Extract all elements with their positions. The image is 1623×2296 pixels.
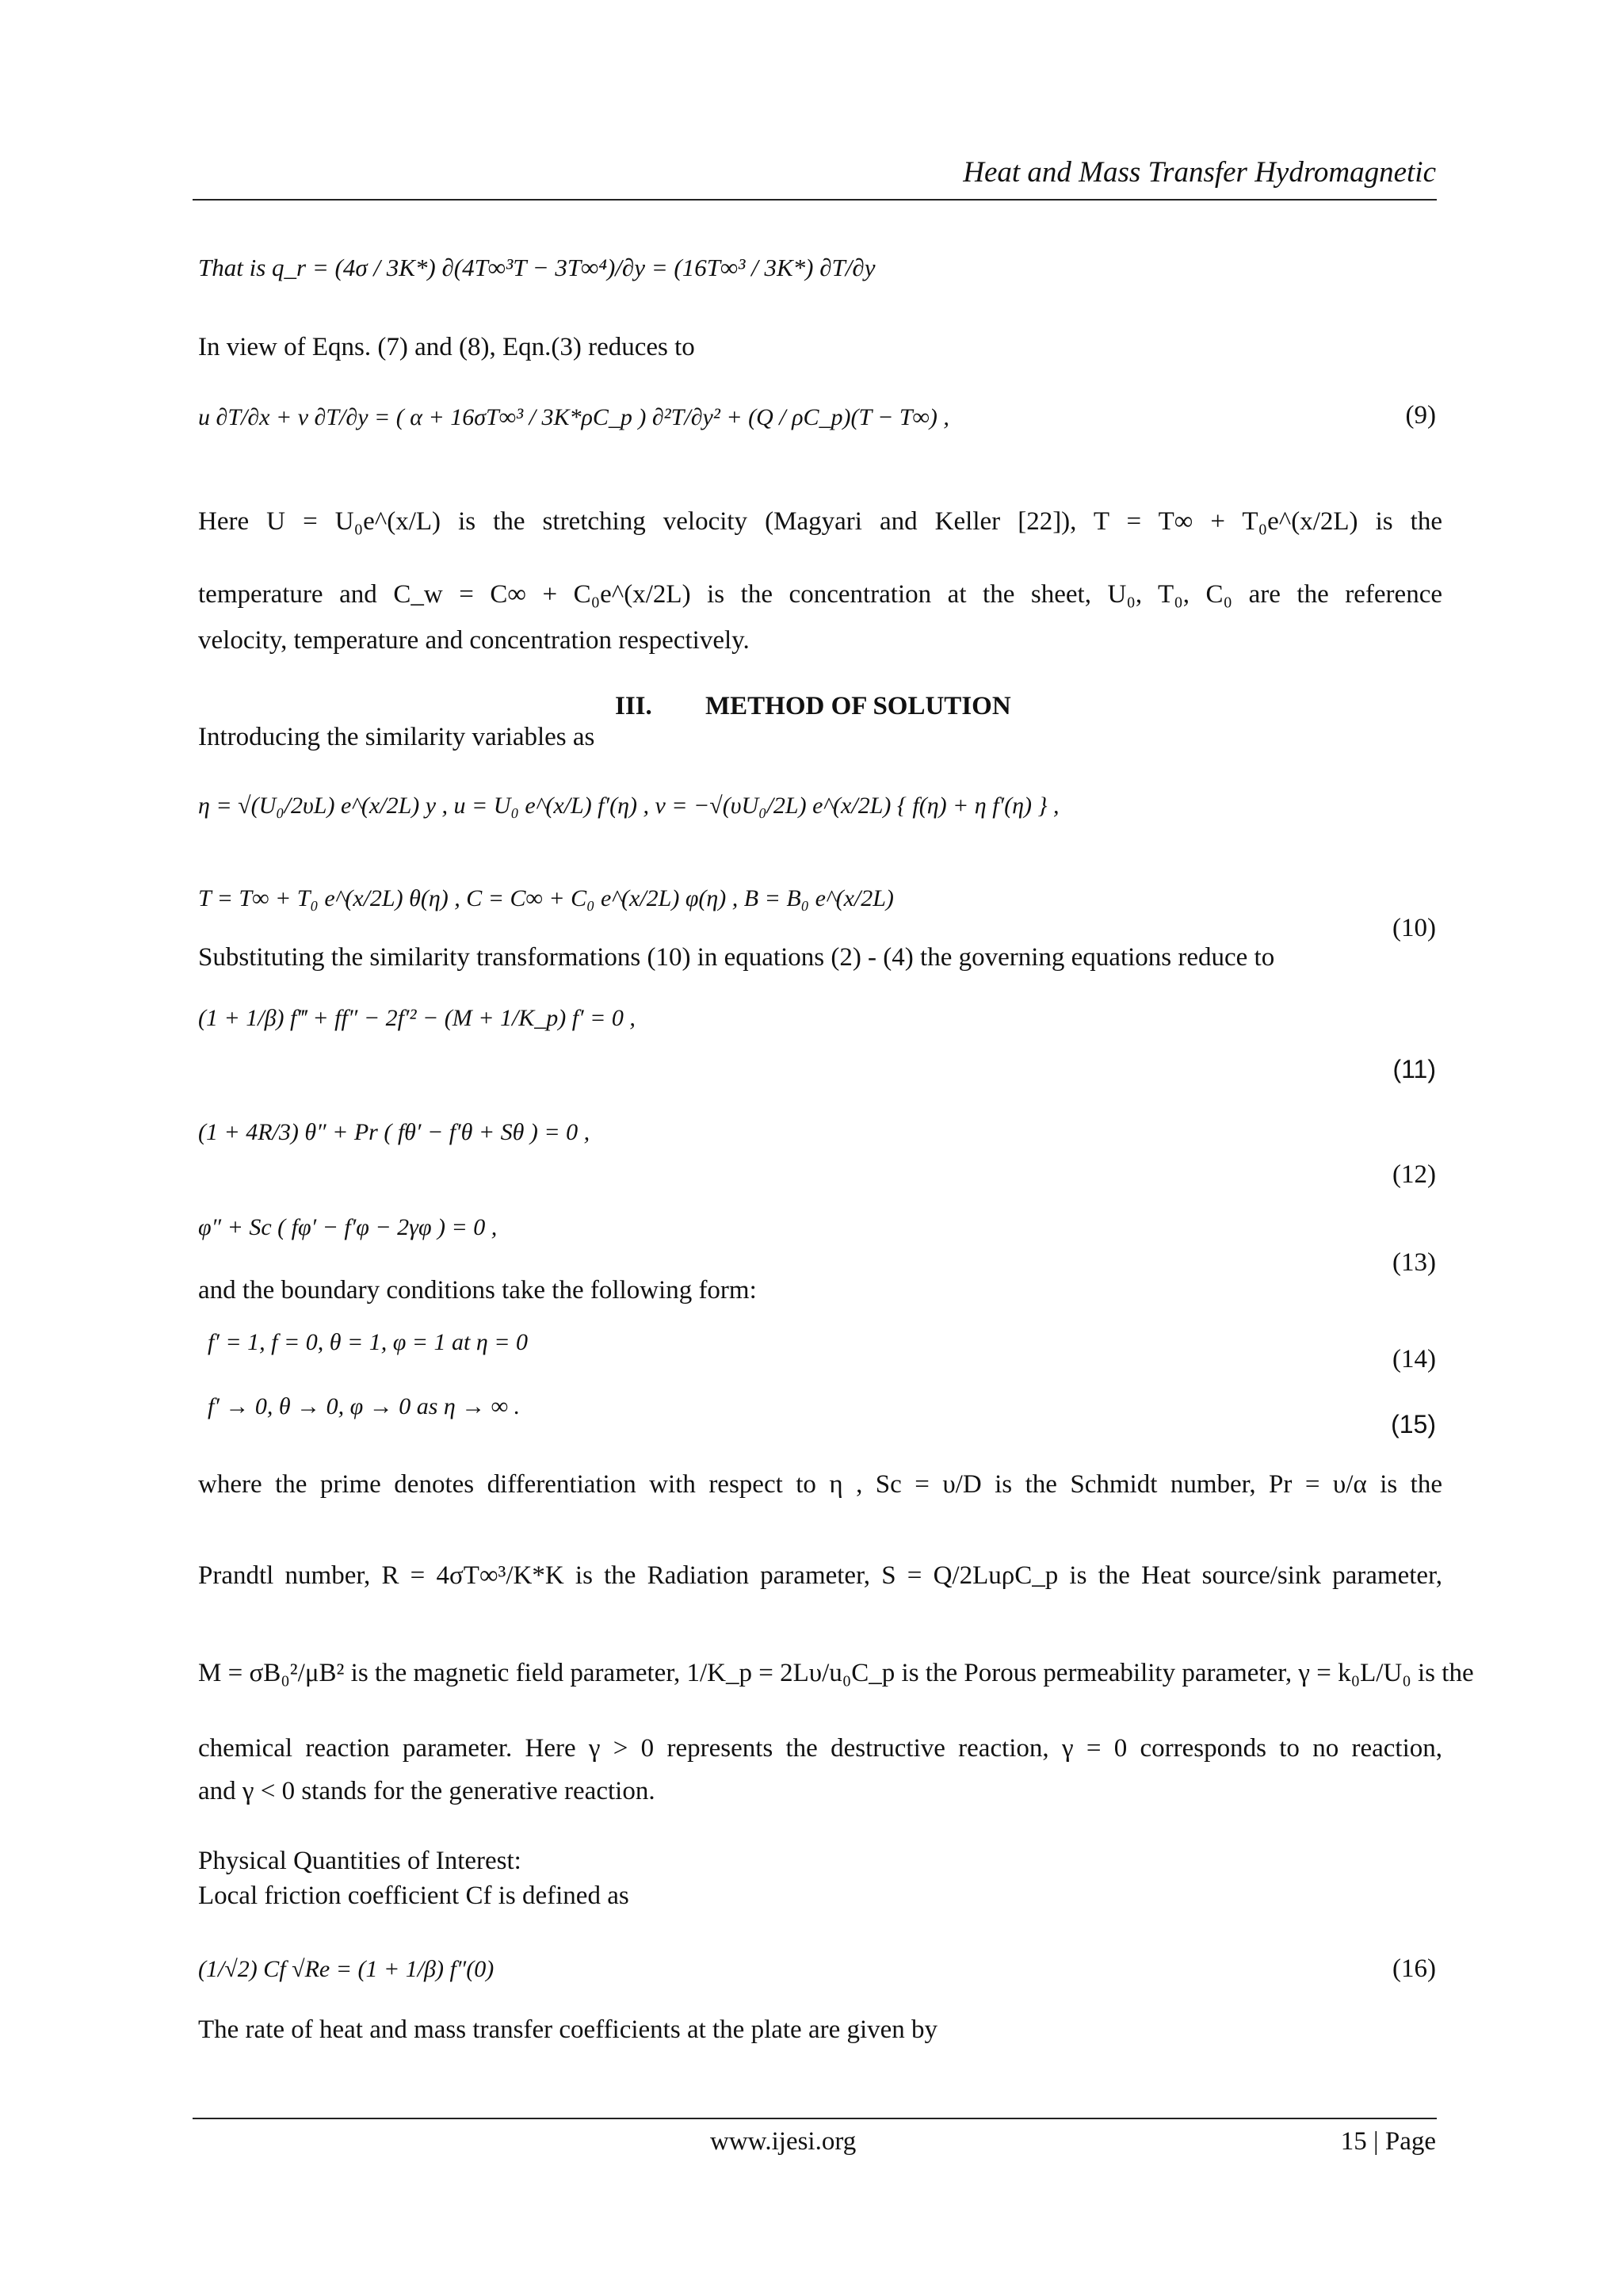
- text-prime-definition: where the prime denotes differentiation with respect to η , Sc = υ/D is the Schmidt number, Pr = υ/α is the: [198, 1470, 1442, 1499]
- text-velocity-line: velocity, temperature and concentration respectively.: [198, 626, 750, 655]
- equation-12: (1 + 4R/3) θ″ + Pr ( fθ′ − f′θ + Sθ ) = 0 ,: [198, 1119, 590, 1145]
- equation-number-14: (14): [1392, 1345, 1436, 1373]
- equation-16: (1/√2) Cf √Re = (1 + 1/β) f″(0): [198, 1956, 495, 1982]
- equation-11: (1 + 1/β) f‴ + ff″ − 2f′² − (M + 1/K_p) f′ = 0 ,: [198, 1005, 636, 1031]
- text-substituting: Substituting the similarity transformations (10) in equations (2) - (4) the governing equations reduce to: [198, 943, 1275, 972]
- equation-14: f′ = 1, f = 0, θ = 1, φ = 1 at η = 0: [208, 1329, 529, 1355]
- equation-10b: T = T∞ + T₀ e^(x/2L) θ(η) , C = C∞ + C₀ e^(x/2L) φ(η) , B = B₀ e^(x/2L): [198, 885, 894, 911]
- text-generative-reaction: and γ < 0 stands for the generative reaction.: [198, 1777, 655, 1805]
- equation-number-10: (10): [1392, 914, 1436, 942]
- equation-number-13: (13): [1392, 1248, 1436, 1277]
- equation-qr: That is q_r = (4σ / 3K*) ∂(4T∞³T − 3T∞⁴)/∂y = (16T∞³ / 3K*) ∂T/∂y: [198, 254, 876, 281]
- text-view-eqns: In view of Eqns. (7) and (8), Eqn.(3) reduces to: [198, 333, 695, 361]
- footer-site: www.ijesi.org: [710, 2127, 857, 2156]
- footer-rule: [193, 2118, 1437, 2119]
- text-local-friction: Local friction coefficient Cf is defined as: [198, 1881, 629, 1910]
- text-magnetic-definition: M = σB₀²/μB² is the magnetic field parameter, 1/K_p = 2Lυ/u₀C_p is the Porous permeability parameter, γ = k₀L/U₀ is the: [198, 1659, 1474, 1687]
- heading-physical-quantities: Physical Quantities of Interest:: [198, 1847, 521, 1875]
- equation-10a: η = √(U₀/2υL) e^(x/2L) y , u = U₀ e^(x/L) f′(η) , v = −√(υU₀/2L) e^(x/2L) { f(η) + η f′(η) } ,: [198, 793, 1060, 819]
- equation-number-15: (15): [1391, 1410, 1436, 1438]
- text-prandtl-definition: Prandtl number, R = 4σT∞³/K*K is the Radiation parameter, S = Q/2LuρC_p is the Heat source/sink parameter,: [198, 1561, 1442, 1590]
- text-boundary-conditions: and the boundary conditions take the following form:: [198, 1276, 757, 1305]
- equation-15: f′ → 0, θ → 0, φ → 0 as η → ∞ .: [208, 1393, 521, 1419]
- equation-number-12: (12): [1392, 1160, 1436, 1189]
- text-here-line: Here U = U₀e^(x/L) is the stretching velocity (Magyari and Keller [22]), T = T∞ + T₀e^(x/2L) is the: [198, 507, 1442, 536]
- text-chemical-reaction: chemical reaction parameter. Here γ > 0 represents the destructive reaction, γ = 0 corresponds to no reaction,: [198, 1734, 1442, 1763]
- header-rule: [193, 199, 1437, 201]
- text-temperature-line: temperature and C_w = C∞ + C₀e^(x/2L) is the concentration at the sheet, U₀, T₀, C₀ are the reference: [198, 580, 1442, 609]
- equation-9: u ∂T/∂x + v ∂T/∂y = ( α + 16σT∞³ / 3K*ρC_p ) ∂²T/∂y² + (Q / ρC_p)(T − T∞) ,: [198, 404, 949, 430]
- equation-number-16: (16): [1392, 1954, 1436, 1983]
- equation-number-11: (11): [1392, 1055, 1436, 1083]
- section-title: METHOD OF SOLUTION: [705, 692, 1011, 720]
- footer-page: 15 | Page: [1340, 2127, 1436, 2156]
- running-title: Heat and Mass Transfer Hydromagnetic: [963, 156, 1436, 189]
- text-intro-similarity: Introducing the similarity variables as: [198, 723, 595, 751]
- text-rate-coefficients: The rate of heat and mass transfer coefficients at the plate are given by: [198, 2015, 938, 2044]
- section-number: III.: [615, 692, 652, 720]
- equation-13: φ″ + Sc ( fφ′ − f′φ − 2γφ ) = 0 ,: [198, 1214, 498, 1240]
- equation-number-9: (9): [1405, 401, 1436, 430]
